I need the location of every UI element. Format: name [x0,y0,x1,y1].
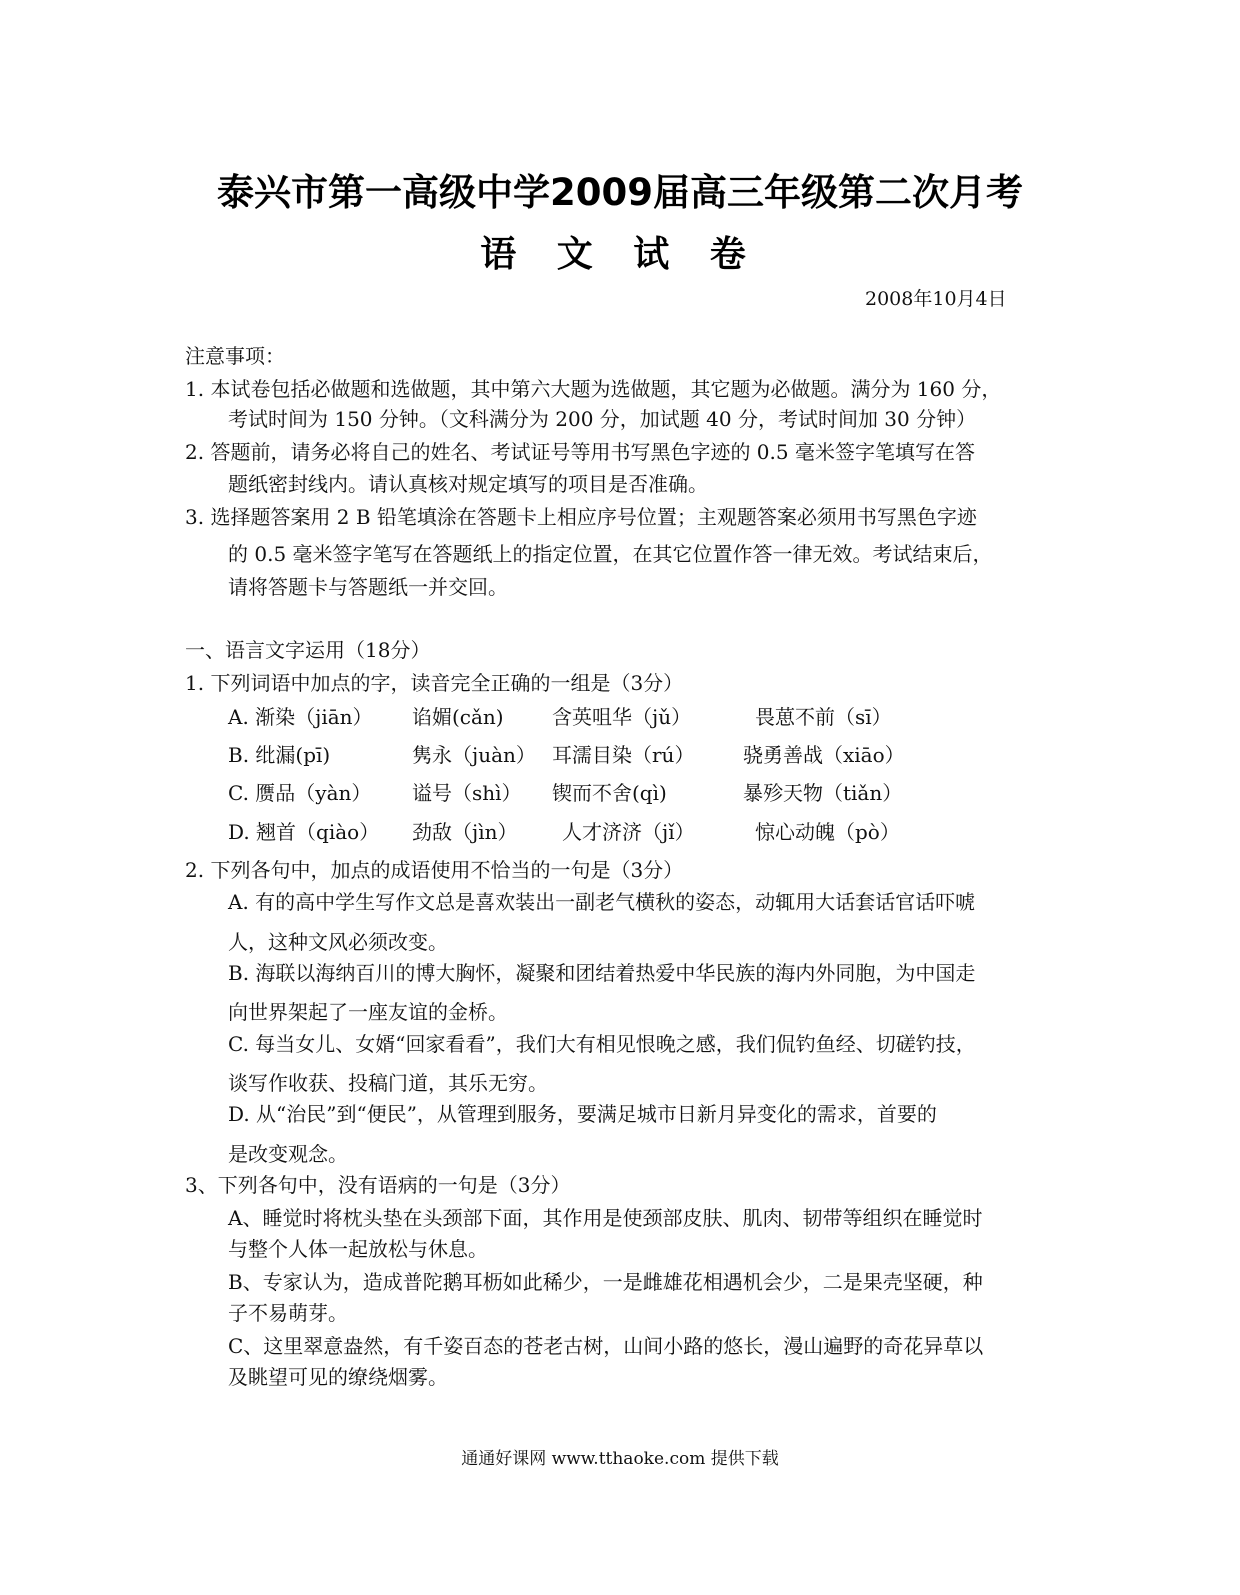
q3-c-line-2: 及眺望可见的缭绕烟雾。 [228,1365,448,1389]
q1-a-4: 畏葸不前（sī） [755,705,892,729]
q3-a-line-1: A、睡觉时将枕头垫在头颈部下面，其作用是使颈部皮肤、肌肉、韧带等组织在睡觉时 [228,1206,983,1230]
note-3-line-2: 的 0.5 毫米签字笔写在答题纸上的指定位置，在其它位置作答一律无效。考试结束后， [228,542,993,566]
q1-a-1: A. 渐染（jiān） [228,705,373,729]
q2-b-line-2: 向世界架起了一座友谊的金桥。 [228,1000,508,1024]
q1-a-3: 含英咀华（jǔ） [552,705,692,729]
q1-d-3: 人才济济（jǐ） [562,820,695,844]
note-1-line-2: 考试时间为 150 分钟。（文科满分为 200 分，加试题 40 分，考试时间加 30 分钟） [228,407,977,431]
q1-b-1: B. 纰漏(pī) [228,743,331,767]
q2-b-line-1: B. 海联以海纳百川的博大胸怀，凝聚和团结着热爱中华民族的海内外同胞，为中国走 [228,961,976,985]
footer-source: 通通好课网 www.tthaoke.com 提供下载 [461,1449,779,1469]
q1-b-3: 耳濡目染（rú） [552,743,695,767]
q1-stem: 1. 下列词语中加点的字，读音完全正确的一组是（3分） [185,671,684,695]
q3-stem: 3、下列各句中，没有语病的一句是（3分） [185,1173,571,1197]
q1-a-2: 谄媚(cǎn) [412,705,504,729]
q3-b-line-1: B、专家认为，造成普陀鹅耳枥如此稀少，一是雌雄花相遇机会少，二是果壳坚硬，种 [228,1270,983,1294]
q1-c-4: 暴殄天物（tiǎn） [743,781,903,805]
q2-c-line-1: C. 每当女儿、女婿“回家看看”，我们大有相见恨晚之感，我们侃钓鱼经、切磋钓技， [228,1032,976,1056]
q2-d-line-2: 是改变观念。 [228,1142,348,1166]
q1-b-2: 隽永（juàn） [412,743,536,767]
note-3-line-1: 3. 选择题答案用 2 B 铅笔填涂在答题卡上相应序号位置；主观题答案必须用书写黑色字迹 [185,505,977,529]
q3-a-line-2: 与整个人体一起放松与休息。 [228,1237,488,1261]
section-1-heading: 一、语言文字运用（18分） [185,638,431,662]
note-2-line-2: 题纸密封线内。请认真核对规定填写的项目是否准确。 [228,472,708,496]
q1-d-4: 惊心动魄（pò） [755,820,900,844]
q2-a-line-2: 人，这种文风必须改变。 [228,930,448,954]
q2-c-line-2: 谈写作收获、投稿门道，其乐无穷。 [228,1071,548,1095]
q3-c-line-1: C、这里翠意盎然，有千姿百态的苍老古树，山间小路的悠长，漫山遍野的奇花异草以 [228,1334,984,1358]
q1-c-3: 锲而不舍(qì) [552,781,667,805]
q1-c-1: C. 赝品（yàn） [228,781,372,805]
q1-c-2: 谥号（shì） [412,781,522,805]
exam-date: 2008年10月4日 [865,288,1007,310]
note-1-line-1: 1. 本试卷包括必做题和选做题，其中第六大题为选做题，其它题为必做题。满分为 160 分， [185,377,1002,401]
q2-stem: 2. 下列各句中，加点的成语使用不恰当的一句是（3分） [185,858,684,882]
q2-a-line-1: A. 有的高中学生写作文总是喜欢装出一副老气横秋的姿态，动辄用大话套话官话吓唬 [228,890,976,914]
notes-heading: 注意事项： [185,344,285,368]
q1-d-1: D. 翘首（qiào） [228,820,380,844]
q2-d-line-1: D. 从“治民”到“便民”，从管理到服务，要满足城市日新月异变化的需求，首要的 [228,1102,937,1126]
note-3-line-3: 请将答题卡与答题纸一并交回。 [228,575,508,599]
q3-b-line-2: 子不易萌芽。 [228,1301,348,1325]
exam-subtitle: 语 文 试 卷 [480,234,760,275]
q1-d-2: 劲敌（jìn） [412,820,518,844]
note-2-line-1: 2. 答题前，请务必将自己的姓名、考试证号等用书写黑色字迹的 0.5 毫米签字笔填写在答 [185,440,975,464]
q1-b-4: 骁勇善战（xiāo） [743,743,905,767]
exam-title: 泰兴市第一高级中学2009届高三年级第二次月考 [217,171,1023,214]
